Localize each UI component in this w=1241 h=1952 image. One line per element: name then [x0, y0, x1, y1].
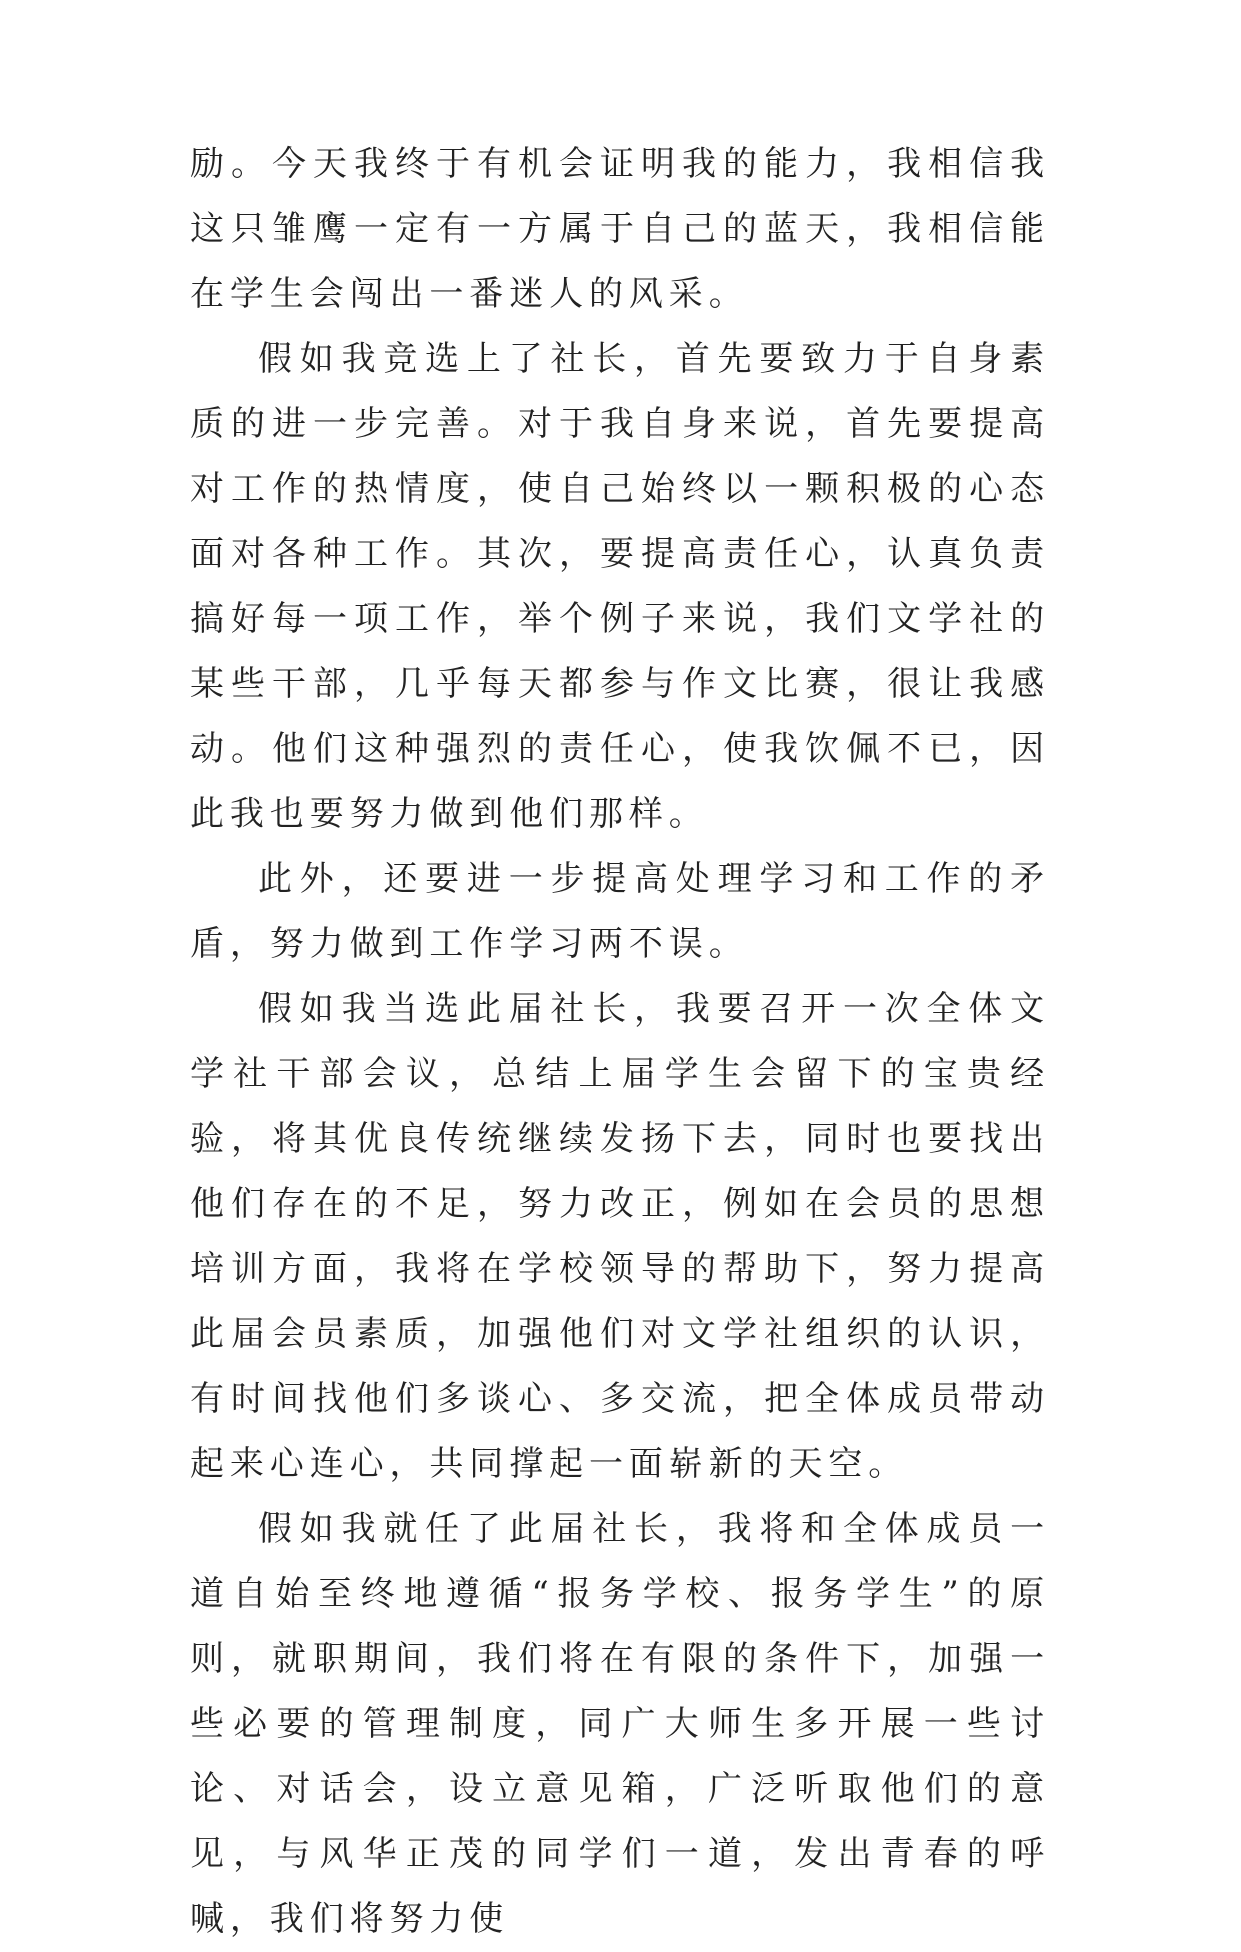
paragraph-3: 此外，还要进一步提高处理学习和工作的矛盾，努力做到工作学习两不误。: [190, 859, 1050, 964]
body-text: [190, 132, 1050, 1952]
paragraph-4: 假如我当选此届社长，我要召开一次全体文学社干部会议，总结上届学生会留下的宝贵经验，将其优良传统继续发扬下去，同时也要找出他们存在的不足，努力改正，例如在会员的思想培训方面，我将在学校领导的帮助下，努力提高此届会员素质，加强他们对文学社组织的认识，有时间找他们多谈心、多交流，把全体成员带动起来心连心，共同撑起一面崭新的天空。: [190, 989, 1050, 1484]
paragraph-5: 假如我就任了此届社长，我将和全体成员一道自始至终地遵循“报务学校、报务学生”的原则，就职期间，我们将在有限的条件下，加强一些必要的管理制度，同广大师生多开展一些讨论、对话会，设立意见箱，广泛听取他们的意见，与风华正茂的同学们一道，发出青春的呼喊，我们将努力使: [190, 1509, 1050, 1939]
paragraph-1: 励。今天我终于有机会证明我的能力，我相信我这只雏鹰一定有一方属于自己的蓝天，我相信能在学生会闯出一番迷人的风采。: [190, 144, 1050, 314]
paragraph-2: 假如我竞选上了社长，首先要致力于自身素质的进一步完善。对于我自身来说，首先要提高对工作的热情度，使自己始终以一颗积极的心态面对各种工作。其次，要提高责任心，认真负责搞好每一项工作，举个例子来说，我们文学社的某些干部，几乎每天都参与作文比赛，很让我感动。他们这种强烈的责任心，使我饮佩不已，因此我也要努力做到他们那样。: [190, 339, 1050, 834]
